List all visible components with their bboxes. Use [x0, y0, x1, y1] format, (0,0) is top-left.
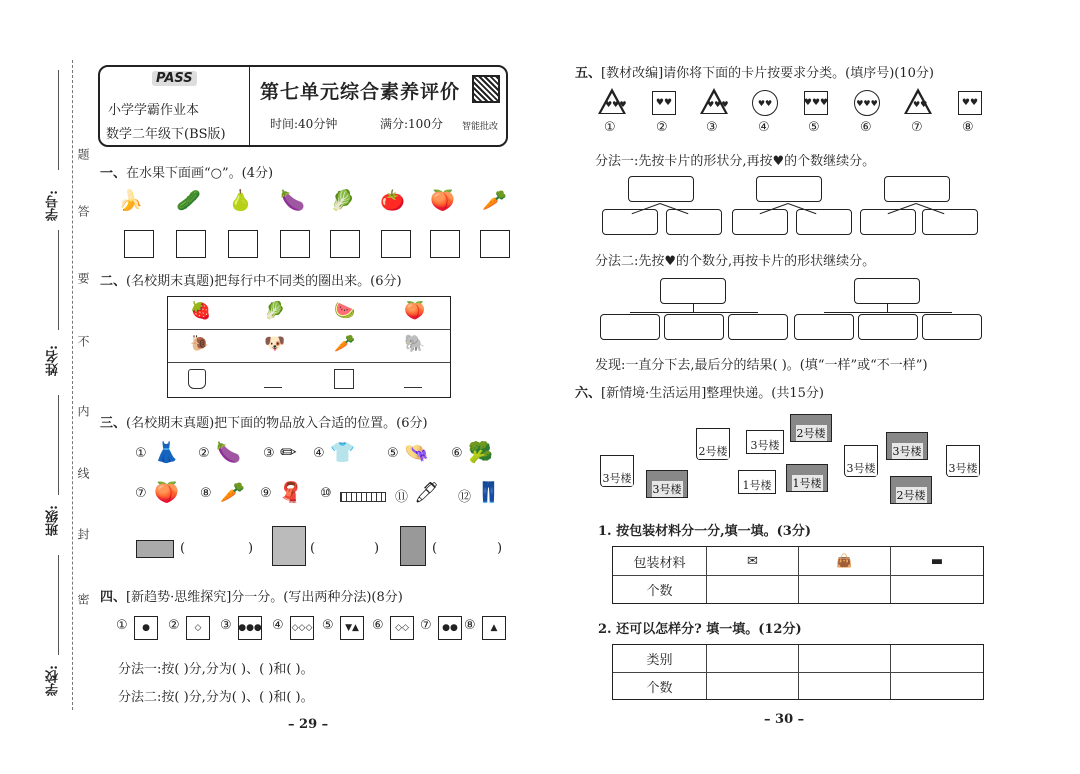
q5-number: 五、	[575, 66, 602, 81]
brand-name: 小学学霸作业本	[108, 103, 200, 118]
table-header-cell: 个数	[613, 576, 707, 603]
count-input-cell[interactable]	[799, 576, 891, 603]
category-input-cell[interactable]	[891, 645, 983, 673]
q3-number: 三、	[100, 416, 127, 431]
package-label: 1号楼	[742, 479, 772, 492]
envelope-package[interactable]	[738, 470, 776, 494]
item-number: ⑦	[420, 618, 432, 633]
table-header-cell: 类别	[613, 645, 707, 673]
tree-root-box[interactable]	[756, 176, 822, 202]
q5-finding[interactable]: 发现:一直分下去,最后分的结果( )。(填“一样”或“不一样”)	[595, 358, 928, 373]
card-number: ③	[706, 120, 718, 135]
bag-package[interactable]	[600, 455, 634, 487]
elephant-icon[interactable]: 🐘	[404, 334, 426, 354]
three-diamonds-card: ◇◇◇	[290, 616, 314, 640]
hearts-icon: ♥♥♥	[707, 100, 729, 109]
ruler-icon	[340, 492, 386, 502]
shirt-icon: 👕	[330, 440, 355, 464]
count-input-cell[interactable]	[891, 673, 983, 699]
branch-line	[693, 304, 694, 312]
bag-package[interactable]	[946, 445, 980, 477]
diamond-card: ◇	[186, 616, 210, 640]
lunchbox-icon	[136, 540, 174, 558]
tree-leaf-box[interactable]	[600, 314, 660, 340]
card-number: ④	[758, 120, 770, 135]
pen-icon: 🖊	[414, 480, 440, 504]
item-number: ④	[313, 446, 325, 461]
bag-package[interactable]	[844, 445, 878, 477]
pencil-icon: ✏	[280, 440, 297, 464]
item-number: ③	[220, 618, 232, 633]
item-number: ③	[263, 446, 275, 461]
binding-hint-6: 线	[76, 467, 90, 479]
card-number: ⑥	[860, 120, 872, 135]
square-card-icon: ♥♥	[652, 91, 676, 115]
count-input-cell[interactable]	[707, 576, 799, 603]
box-icon-cell: ▬	[891, 547, 983, 576]
tree-root-box[interactable]	[854, 278, 920, 304]
q6-sub2: 2. 还可以怎样分? 填一填。(12分)	[598, 622, 802, 637]
envelope-icon-cell: ✉	[707, 547, 799, 576]
peach-icon: 🍑	[154, 480, 179, 504]
count-input-cell[interactable]	[891, 576, 983, 603]
full-score: 满分:100分	[380, 117, 443, 131]
radish-icon: 🥕	[220, 480, 245, 504]
item-number: ⑤	[322, 618, 334, 633]
broccoli-icon: 🥦	[468, 440, 493, 464]
q1-number: 一、	[100, 166, 127, 181]
q6-table-1	[612, 546, 984, 604]
qr-label: 智能批改	[462, 122, 499, 132]
bag-package[interactable]	[696, 428, 730, 460]
binding-hint-1: 题	[76, 148, 90, 160]
two-diamonds-card: ◇◇	[390, 616, 414, 640]
binding-hint-7: 封	[76, 528, 90, 540]
dog-icon[interactable]: 🐶	[264, 334, 286, 354]
cucumber-icon: 🥒	[176, 188, 201, 212]
box-package[interactable]	[886, 432, 928, 460]
answer-box-1[interactable]	[124, 230, 154, 258]
line-segment-icon[interactable]	[404, 387, 422, 388]
card-number: ⑤	[808, 120, 820, 135]
tree-leaf-box[interactable]	[796, 209, 852, 235]
tree-leaf-box[interactable]	[602, 209, 658, 235]
pants-icon: 👖	[476, 480, 501, 504]
tree-root-box[interactable]	[884, 176, 950, 202]
q5-method2: 分法二:先按♥的个数分,再按卡片的形状继续分。	[595, 254, 876, 269]
qr-code-icon[interactable]	[472, 75, 500, 103]
id-line	[58, 70, 59, 170]
tree-leaf-box[interactable]	[794, 314, 854, 340]
method1-line[interactable]: 分法一:按( )分,分为( )、( )和( )。	[118, 662, 314, 677]
line-segment-icon[interactable]	[264, 387, 282, 388]
skirt-icon: 👗	[154, 440, 179, 464]
binding-hint-4: 不	[76, 335, 90, 347]
box-package[interactable]	[890, 476, 932, 504]
tree-leaf-box[interactable]	[728, 314, 788, 340]
page-title: 第七单元综合素养评价	[260, 81, 461, 103]
item-number: ①	[135, 446, 147, 461]
package-label: 2号楼	[796, 427, 826, 440]
label-school: 学校:	[46, 665, 61, 696]
eggplant-icon: 🍆	[280, 188, 305, 212]
branch-line	[887, 304, 888, 312]
item-number: ①	[116, 618, 128, 633]
item-number: ⑥	[372, 618, 384, 633]
box-package[interactable]	[646, 470, 688, 498]
carrot-icon: 🥕	[482, 188, 507, 212]
answer-box-3[interactable]	[228, 230, 258, 258]
watermelon-icon[interactable]: 🍉	[334, 301, 356, 321]
q6-sub1: 1. 按包装材料分一分,填一填。(3分)	[598, 524, 811, 539]
blank-open[interactable]: (	[180, 541, 186, 556]
hearts-icon: ♥♥	[913, 100, 928, 109]
category-input-cell[interactable]	[799, 645, 891, 673]
triangle-card: ▲	[482, 616, 506, 640]
category-input-cell[interactable]	[707, 645, 799, 673]
item-number: ⑧	[200, 486, 212, 501]
tree-leaf-box[interactable]	[922, 314, 982, 340]
blank-close[interactable]: )	[248, 541, 254, 556]
binding-hint-8: 密	[76, 593, 90, 605]
page-number-right: – 30 –	[764, 712, 805, 727]
card-number: ②	[656, 120, 668, 135]
q5-text: [教材改编]请你将下面的卡片按要求分类。(填序号)(10分)	[601, 66, 934, 81]
tree-leaf-box[interactable]	[664, 314, 724, 340]
cylinder-icon[interactable]	[188, 369, 206, 389]
snail-icon[interactable]: 🐌	[190, 334, 209, 352]
peach-icon: 🍑	[430, 188, 455, 212]
hat-icon: 👒	[404, 440, 429, 464]
envelope-package[interactable]	[746, 430, 784, 454]
square-icon[interactable]	[334, 369, 354, 389]
q6-heading	[575, 382, 824, 401]
q2-number: 二、	[100, 274, 127, 289]
pass-logo: PASS	[152, 71, 197, 86]
banana-icon: 🍌	[118, 188, 143, 212]
binding-dash-line	[72, 60, 73, 710]
answer-box-8[interactable]	[480, 230, 510, 258]
q6-number: 六、	[575, 386, 602, 401]
box-package[interactable]	[790, 414, 832, 442]
strawberry-icon[interactable]: 🍓	[190, 301, 212, 321]
exam-header	[98, 65, 508, 147]
card-number: ⑦	[911, 120, 923, 135]
package-label: 2号楼	[896, 489, 926, 502]
answer-box-4[interactable]	[280, 230, 310, 258]
item-number: ②	[168, 618, 180, 633]
label-class: 班级:	[46, 505, 61, 536]
fridge-icon	[400, 526, 426, 566]
time-limit: 时间:40分钟	[270, 117, 338, 131]
count-input-cell[interactable]	[707, 673, 799, 699]
card-number: ⑧	[962, 120, 974, 135]
item-number: ⑥	[451, 446, 463, 461]
branch-line	[630, 312, 758, 313]
school-line	[58, 555, 59, 655]
cabbage-icon: 🥬	[330, 188, 355, 212]
q2-text: (名校期末真题)把每行中不同类的圈出来。(6分)	[126, 274, 402, 289]
circle-card-icon: ♥♥	[752, 90, 778, 116]
item-number: ⑩	[320, 486, 332, 501]
eggplant-icon: 🍆	[216, 440, 241, 464]
q3-heading	[100, 412, 428, 431]
tree-leaf-box[interactable]	[666, 209, 722, 235]
table-row	[168, 363, 450, 396]
package-label: 3号楼	[750, 439, 780, 452]
answer-box-2[interactable]	[176, 230, 206, 258]
cabbage-icon[interactable]: 🥬	[264, 301, 286, 321]
item-number: ⑪	[395, 490, 409, 505]
tree-leaf-box[interactable]	[922, 209, 978, 235]
package-label: 2号楼	[698, 445, 728, 458]
tree-root-box[interactable]	[628, 176, 694, 202]
two-dots-card: ●●	[438, 616, 462, 640]
q3-text: (名校期末真题)把下面的物品放入合适的位置。(6分)	[126, 416, 428, 431]
tree-leaf-box[interactable]	[858, 314, 918, 340]
tree-leaf-box[interactable]	[732, 209, 788, 235]
item-number: ⑤	[387, 446, 399, 461]
q5-method1: 分法一:先按卡片的形状分,再按♥的个数继续分。	[595, 154, 876, 169]
q6-text: [新情境·生活运用]整理快递。(共15分)	[601, 386, 824, 401]
table-header-cell: 包装材料	[613, 547, 707, 576]
q5-heading	[575, 62, 934, 81]
item-number: ④	[272, 618, 284, 633]
label-name: 姓名:	[46, 345, 61, 376]
pear-icon: 🍐	[228, 188, 253, 212]
table-row	[168, 330, 450, 363]
count-input-cell[interactable]	[799, 673, 891, 699]
peach-icon[interactable]: 🍑	[404, 301, 426, 321]
bag-icon-cell: 👜	[799, 547, 891, 576]
card-number: ①	[604, 120, 616, 135]
binding-hint-3: 要	[76, 272, 90, 284]
package-label: 3号楼	[892, 445, 922, 458]
q4-number: 四、	[100, 590, 127, 605]
three-dots-card: ●●●	[238, 616, 262, 640]
answer-box-5[interactable]	[330, 230, 360, 258]
package-label: 3号楼	[602, 472, 632, 485]
box-package[interactable]	[786, 464, 828, 492]
q1-text: 在水果下面画“○”。(4分)	[126, 166, 274, 181]
square-card-icon: ♥♥	[958, 91, 982, 115]
blank-open[interactable]: (	[432, 541, 438, 556]
blank-close[interactable]: )	[374, 541, 380, 556]
page-number-left: – 29 –	[288, 717, 329, 732]
item-number: ②	[198, 446, 210, 461]
package-label: 3号楼	[948, 462, 978, 475]
header-left-panel	[100, 67, 250, 145]
package-label: 1号楼	[792, 477, 822, 490]
method2-line[interactable]: 分法二:按( )分,分为( )、( )和( )。	[118, 690, 314, 705]
q1-heading	[100, 162, 273, 181]
tree-leaf-box[interactable]	[860, 209, 916, 235]
blank-open[interactable]: (	[310, 541, 316, 556]
label-student-id: 学号:	[46, 190, 61, 221]
q6-table-2	[612, 644, 984, 700]
q2-heading	[100, 270, 402, 289]
binding-hint-2: 答	[76, 205, 90, 217]
edition-label: 数学二年级下(BS版)	[106, 127, 226, 142]
table-row	[168, 297, 450, 330]
tomato-icon: 🍅	[380, 188, 405, 212]
answer-box-7[interactable]	[430, 230, 460, 258]
answer-box-6[interactable]	[381, 230, 411, 258]
item-number: ⑧	[464, 618, 476, 633]
table-header-cell: 个数	[613, 673, 707, 699]
package-label: 3号楼	[846, 462, 876, 475]
binding-hint-5: 内	[76, 405, 90, 417]
dot-card: ●	[134, 616, 158, 640]
name-line	[58, 230, 59, 330]
blank-close[interactable]: )	[497, 541, 503, 556]
item-number: ⑦	[135, 486, 147, 501]
two-triangles-card: ▼▲	[340, 616, 364, 640]
q4-text: [新趋势·思维探究]分一分。(写出两种分法)(8分)	[126, 590, 403, 605]
wardrobe-icon	[272, 526, 306, 566]
package-label: 3号楼	[652, 483, 682, 496]
q4-heading	[100, 586, 403, 605]
scarf-icon: 🧣	[278, 480, 303, 504]
circle-card-icon: ♥♥♥	[854, 90, 880, 116]
item-number: ⑨	[260, 486, 272, 501]
item-number: ⑫	[458, 490, 472, 505]
branch-line	[824, 312, 952, 313]
carrot-icon[interactable]: 🥕	[334, 334, 356, 354]
square-card-icon: ♥♥♥	[804, 91, 828, 115]
tree-root-box[interactable]	[660, 278, 726, 304]
q2-table	[167, 296, 451, 398]
hearts-icon: ♥♥♥	[605, 100, 627, 109]
class-line	[58, 395, 59, 495]
